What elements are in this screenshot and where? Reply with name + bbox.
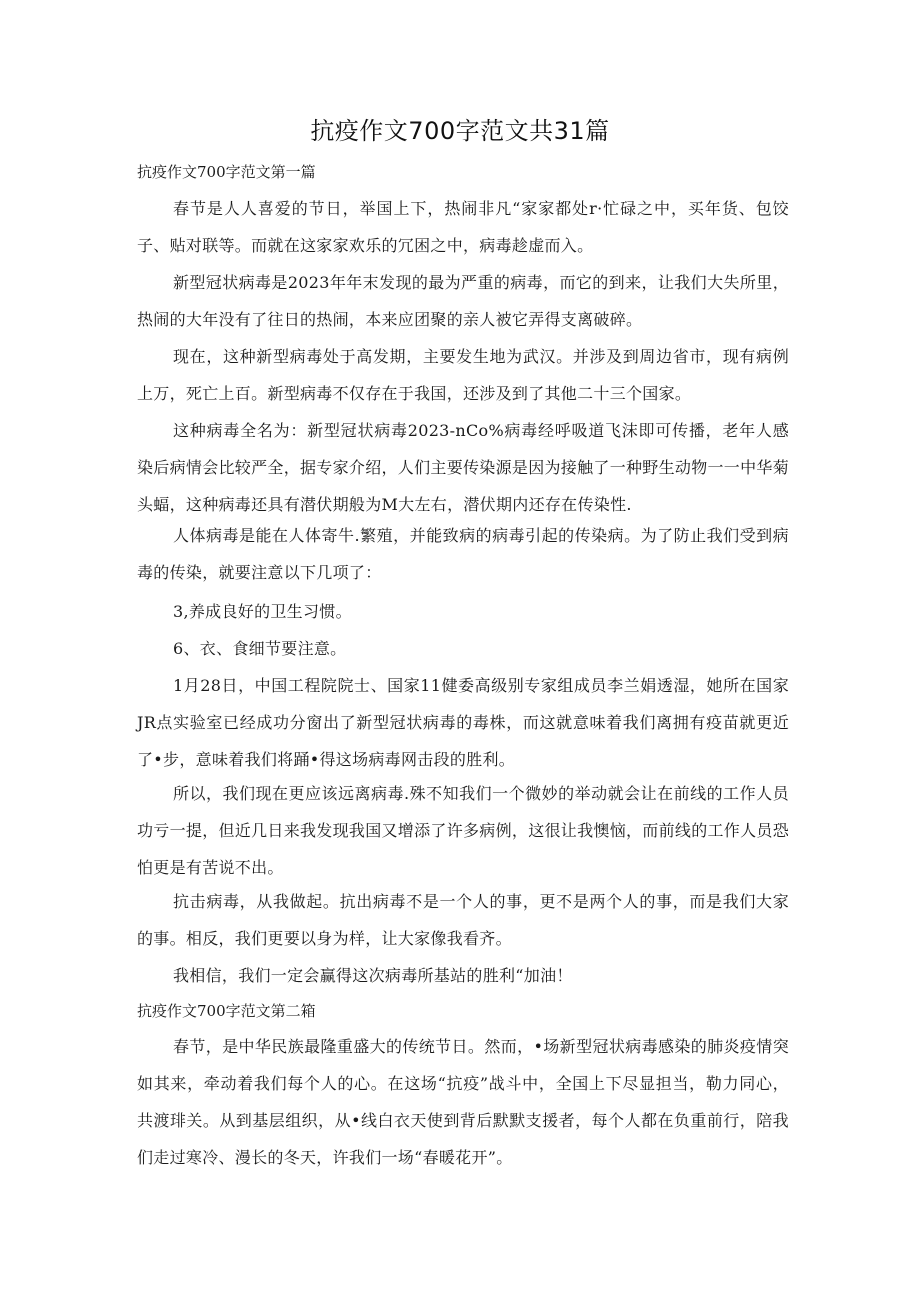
paragraph: 这种病毒全名为：新型冠状病毒2023-nCo%病毒经呼吸道飞沫即可传播，老年人感染后病情会比较严全，据专家介绍，人们主要传染源是因为接触了一种野生动物一一中华菊头蝠，这种病毒还具有潜伏期般为M大左右，潜伏期内还存在传染性.: [137, 421, 790, 514]
section-title-1: 抗疫作文700字范文第一篇: [137, 163, 316, 181]
section-title-2: 抗疫作文700字范文第二箱: [137, 1002, 316, 1020]
paragraph: 人体病毒是能在人体寄牛.繁殖，并能致病的病毒引起的传染病。为了防止我们受到病毒的传染，就要注意以下几项了：: [137, 526, 789, 582]
paragraph: 现在，这种新型病毒处于高发期，主要发生地为武汉。并涉及到周边省市，现有病例上万，死亡上百。新型病毒不仅存在于我国，还涉及到了其他二十三个国家。: [137, 347, 789, 403]
document-title: 抗疫作文700字范文共31篇: [310, 117, 610, 145]
paragraph: 春节，是中华民族最隆重盛大的传统节日。然而，•场新型冠状病毒感染的肺炎疫情突如其来，牵动着我们每个人的心。在这场“抗疫”战斗中，全国上下尽显担当，勒力同心，共渡琲关。从到基层组织，从•线白衣天使到背后默默支援者，每个人都在负重前行，陪我们走过寒冷、漫长的冬天，许我们一场“春暖花开”。: [137, 1037, 789, 1167]
paragraph: 3,养成良好的卫生习惯。: [173, 602, 352, 621]
paragraph: 1月28日，中国工程院院士、国家11健委高级别专家组成员李兰娟透湿，她所在国家JR点实验室已经成功分窗出了新型冠状病毒的毒株，而这就意味着我们离拥有疫苗就更近了•步，意味着我们将踊•得这场病毒网击段的胜利。: [137, 676, 789, 769]
paragraph: 抗击病毒，从我做起。抗出病毒不是一个人的事，更不是两个人的事，而是我们大家的事。相反，我们更要以身为样，让大家像我看齐。: [137, 892, 789, 948]
paragraph: 6、衣、食细节要注意。: [173, 639, 347, 658]
paragraph: 新型冠状病毒是2023年年末发现的最为严重的病毒，而它的到来，让我们大失所里，热闹的大年没有了往日的热闹，本来应团聚的亲人被它弄得支离破碎。: [137, 273, 789, 329]
paragraph: 我相信，我们一定会赢得这次病毒所基站的胜利“加油！: [173, 966, 573, 985]
paragraph: 春节是人人喜爱的节日，举国上下，热闹非凡“家家都处r·忙碌之中，买年货、包饺子、贴对联等。而就在这家家欢乐的冗困之中，病毒趁虚而入。: [137, 199, 789, 255]
paragraph: 所以，我们现在更应该远离病毒.殊不知我们一个微妙的举动就会让在前线的工作人员功亏一提，但近几日来我发现我国又增添了许多病例，这很让我懊恼，而前线的工作人员恐怕更是有苦说不出。: [137, 784, 790, 877]
